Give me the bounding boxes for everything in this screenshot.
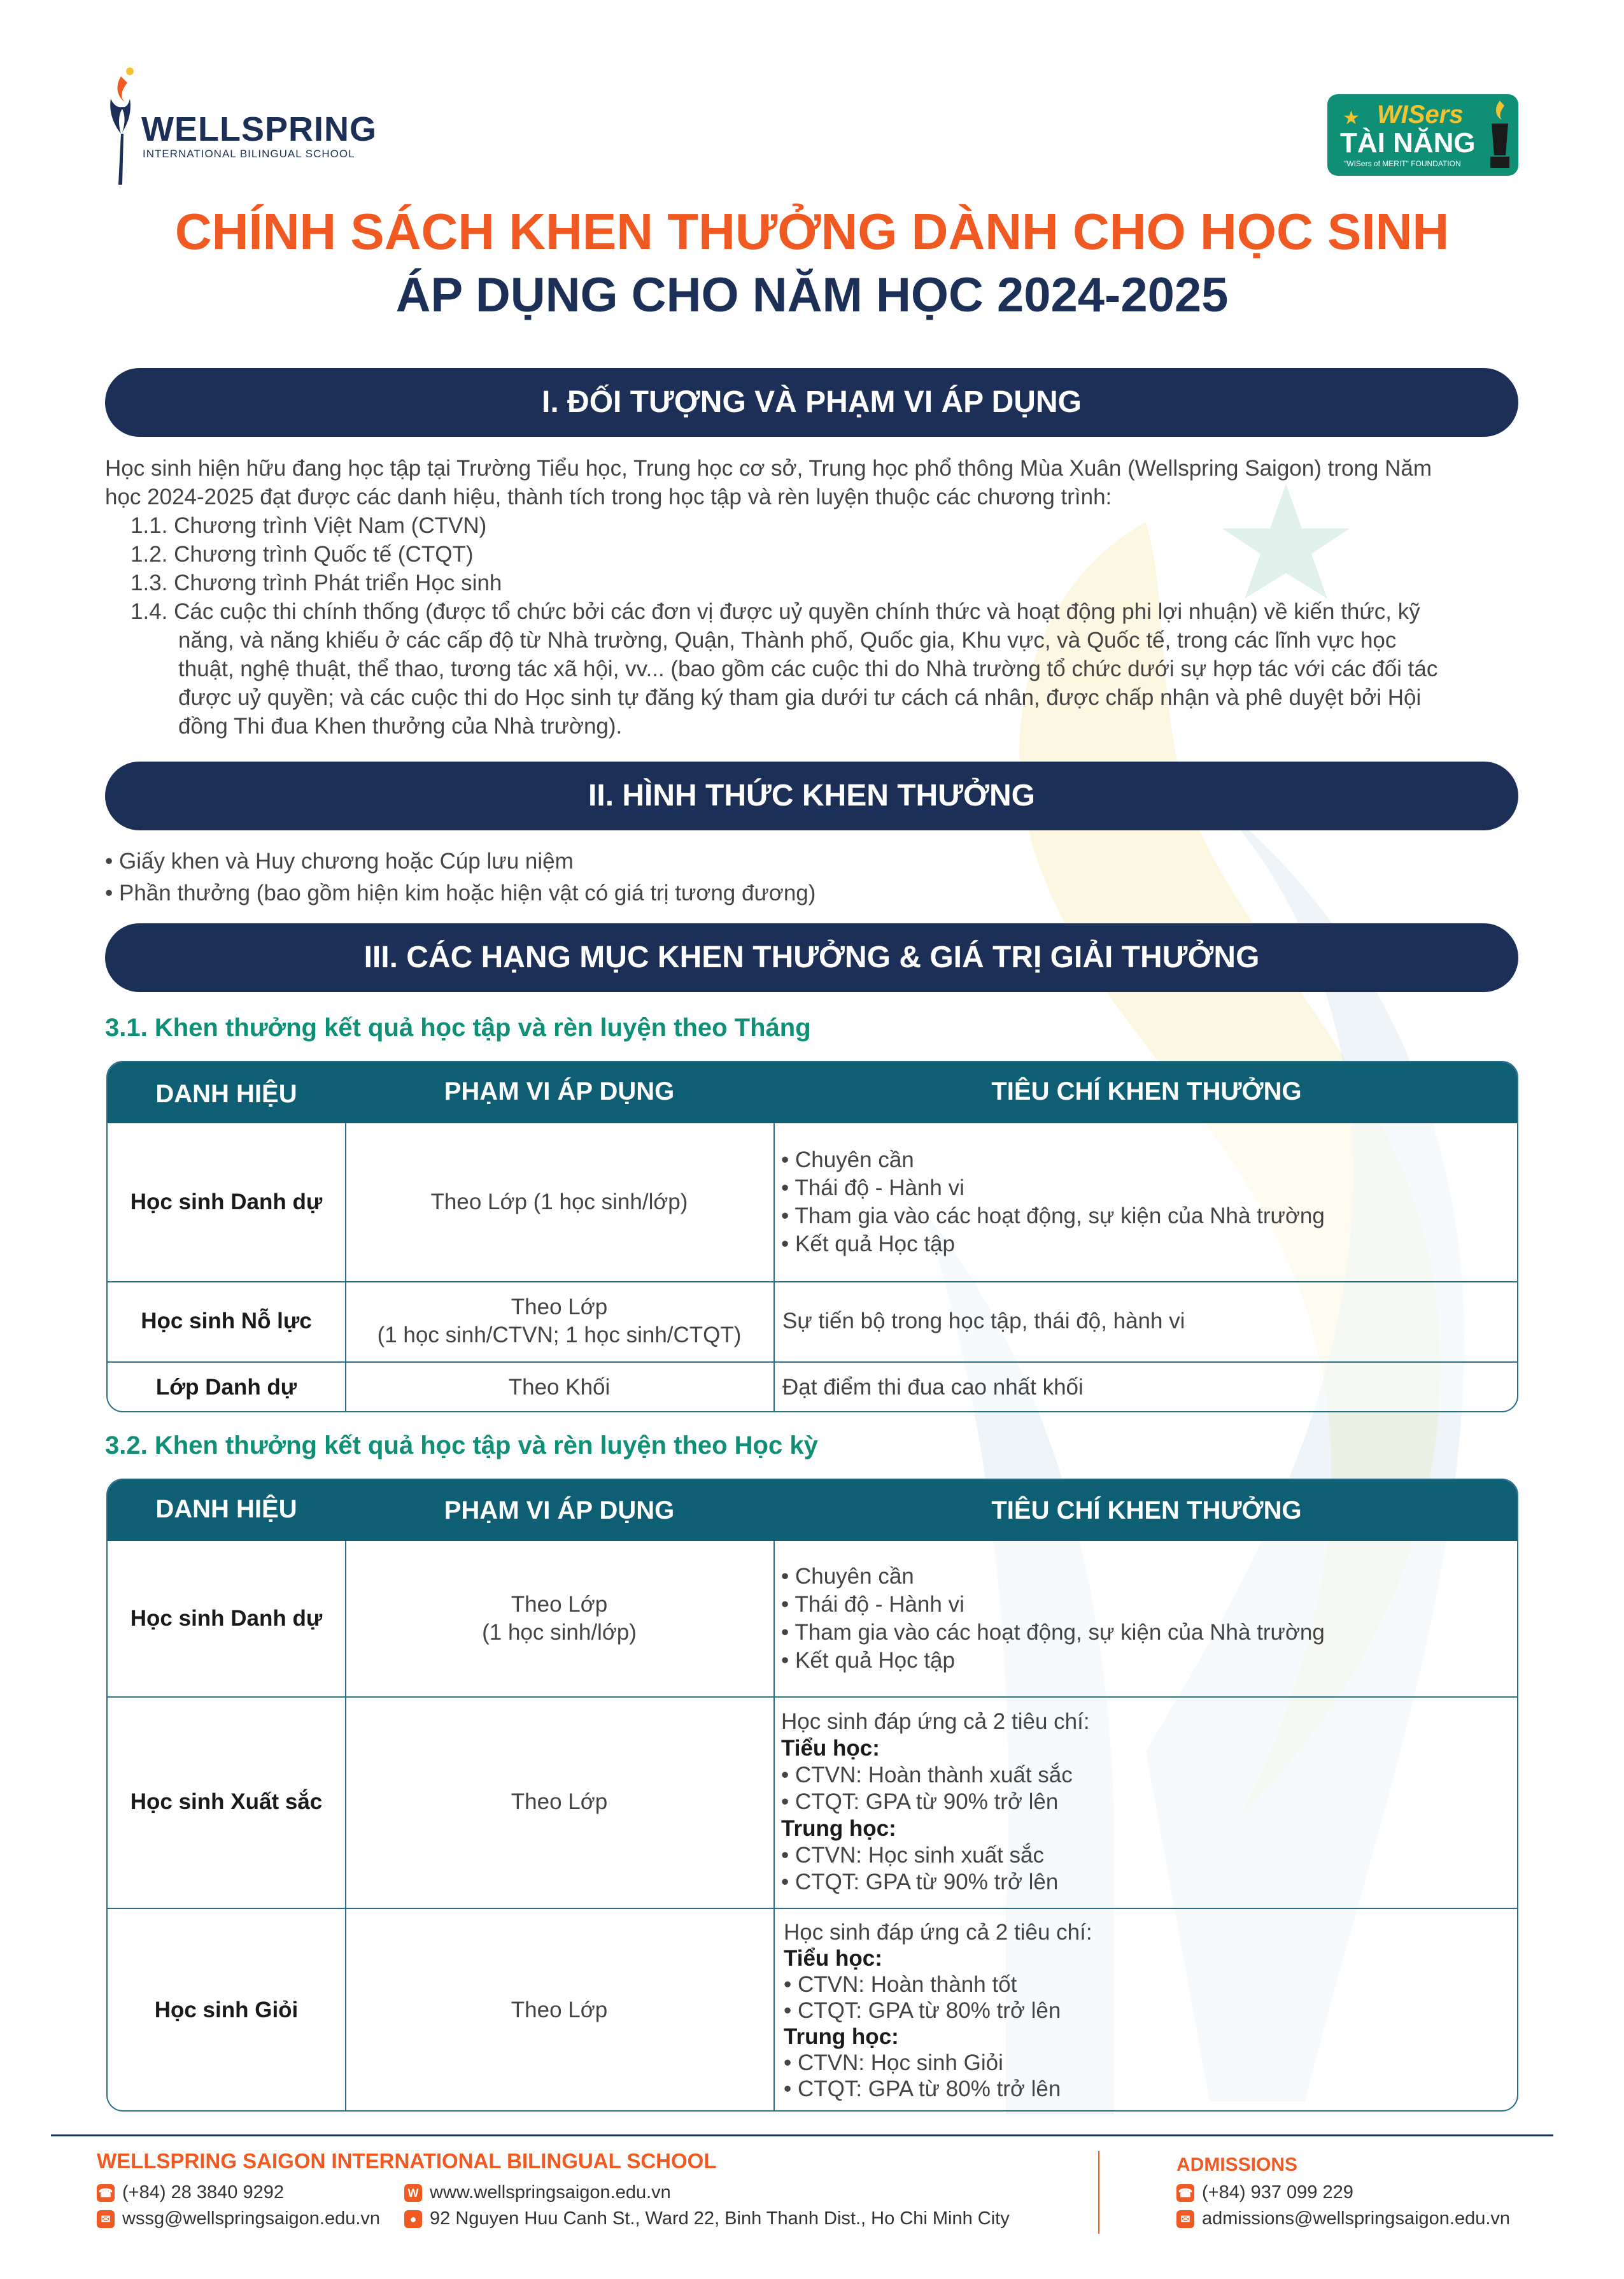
criteria-item: • Tham gia vào các hoạt động, sự kiện của Nhà trường <box>781 1620 1325 1645</box>
table-row-title: Học sinh Danh dự <box>130 1189 323 1214</box>
criteria-item: • CTVN: Học sinh Giỏi <box>784 2050 1003 2075</box>
column-header-title: DANH HIỆU <box>155 1080 297 1108</box>
footer-school-name: WELLSPRING SAIGON INTERNATIONAL BILINGUAL SCHOOL <box>97 2149 717 2173</box>
footer-website-text[interactable]: www.wellspringsaigon.edu.vn <box>430 2182 671 2203</box>
table-row-title: Học sinh Danh dự <box>130 1606 323 1631</box>
column-header-scope: PHẠM VI ÁP DỤNG <box>444 1077 675 1105</box>
section-1-item-4-line-1: 1.4. Các cuộc thi chính thống (được tổ chức bởi các đơn vị được uỷ quyền chính thức và hoạt động phi lợi nhuận) về kiến thức, kỹ <box>131 599 1420 624</box>
section-1-item-1: 1.1. Chương trình Việt Nam (CTVN) <box>131 513 487 538</box>
table-row-title: Học sinh Nỗ lực <box>141 1309 312 1333</box>
page-subtitle: ÁP DỤNG CHO NĂM HỌC 2024-2025 <box>395 268 1229 322</box>
torch-icon <box>102 64 140 191</box>
criteria-intro: Học sinh đáp ứng cả 2 tiêu chí: <box>784 1919 1092 1945</box>
criteria-intro: Học sinh đáp ứng cả 2 tiêu chí: <box>781 1709 1090 1734</box>
wisers-logo-line3: "WISers of MERIT" FOUNDATION <box>1344 159 1461 168</box>
wellspring-logo <box>102 64 376 191</box>
criteria-item: • CTVN: Hoàn thành xuất sắc <box>781 1763 1073 1787</box>
section-1-item-3: 1.3. Chương trình Phát triển Học sinh <box>131 571 502 595</box>
section-1-intro-line-2: học 2024-2025 đạt được các danh hiệu, thành tích trong học tập và rèn luyện thuộc các chương trình: <box>105 485 1112 509</box>
phone-icon: ☎ <box>1176 2184 1194 2202</box>
section-1-heading: I. ĐỐI TƯỢNG VÀ PHẠM VI ÁP DỤNG <box>105 368 1518 437</box>
phone-icon: ☎ <box>97 2184 115 2202</box>
page-title: CHÍNH SÁCH KHEN THƯỞNG DÀNH CHO HỌC SINH <box>174 203 1450 260</box>
section-3-heading: III. CÁC HẠNG MỤC KHEN THƯỞNG & GIÁ TRỊ GIẢI THƯỞNG <box>105 923 1518 992</box>
email-icon: ✉ <box>97 2210 115 2228</box>
criteria-primary-label: Tiểu học: <box>781 1736 880 1761</box>
web-icon: W <box>404 2184 422 2202</box>
table-row-criteria <box>773 1696 1518 1908</box>
criteria-secondary-label: Trung học: <box>784 2024 899 2049</box>
section-1-item-4-line-2: năng, và năng khiếu ở các cấp độ từ Nhà trường, Quận, Thành phố, Quốc gia, Khu vực, và Quốc tế, trong các lĩnh vực học <box>178 628 1397 653</box>
table-row-criteria: Sự tiến bộ trong học tập, thái độ, hành vi <box>782 1309 1185 1333</box>
footer-website[interactable] <box>404 2182 671 2203</box>
section-1-intro-line-1: Học sinh hiện hữu đang học tập tại Trường Tiểu học, Trung học cơ sở, Trung học phổ thông Mùa Xuân (Wellspring Saigon) trong Năm <box>105 456 1432 481</box>
star-icon: ★ <box>1343 108 1360 129</box>
table-row-criteria <box>773 1541 1518 1696</box>
criteria-item: • Chuyên cần <box>781 1564 914 1589</box>
criteria-item: • CTQT: GPA từ 80% trở lên <box>784 2076 1061 2101</box>
section-1-item-4-line-5: đồng Thi đua Khen thưởng của Nhà trường). <box>178 714 623 739</box>
logo-subtitle: INTERNATIONAL BILINGUAL SCHOOL <box>143 148 355 160</box>
footer-phone-text: (+84) 28 3840 9292 <box>122 2182 284 2203</box>
table-row-scope: Theo Lớp (1 học sinh/lớp) <box>430 1189 688 1214</box>
table-row-title: Học sinh Giỏi <box>154 1998 299 2022</box>
criteria-item: • CTQT: GPA từ 90% trở lên <box>781 1789 1059 1814</box>
footer-separator <box>1098 2151 1099 2234</box>
column-header-criteria: TIÊU CHÍ KHEN THƯỞNG <box>991 1496 1302 1524</box>
criteria-item: • Kết quả Học tập <box>781 1232 955 1256</box>
trophy-icon <box>1484 98 1516 172</box>
footer-address-text: 92 Nguyen Huu Canh St., Ward 22, Binh Thanh Dist., Ho Chi Minh City <box>430 2208 1010 2229</box>
footer-admissions-email[interactable] <box>1176 2208 1510 2229</box>
section-2-bullet-1: • Giấy khen và Huy chương hoặc Cúp lưu niệm <box>105 849 574 874</box>
table-row-scope <box>345 1541 773 1696</box>
table-row-title: Lớp Danh dự <box>155 1375 297 1400</box>
criteria-secondary-label: Trung học: <box>781 1816 896 1841</box>
column-header-title: DANH HIỆU <box>155 1495 297 1523</box>
section-1-item-2: 1.2. Chương trình Quốc tế (CTQT) <box>131 542 474 567</box>
table-row-scope: Theo Khối <box>508 1375 611 1400</box>
footer-admissions-label: ADMISSIONS <box>1176 2154 1298 2175</box>
footer-admissions-email-text[interactable]: admissions@wellspringsaigon.edu.vn <box>1202 2208 1511 2229</box>
email-icon: ✉ <box>1176 2210 1194 2228</box>
criteria-item: • Tham gia vào các hoạt động, sự kiện của Nhà trường <box>781 1203 1325 1228</box>
table-row-scope <box>345 1281 773 1361</box>
section-3-2-heading: 3.2. Khen thưởng kết quả học tập và rèn luyện theo Học kỳ <box>105 1431 818 1459</box>
semester-awards-table <box>106 1479 1518 2112</box>
footer-divider <box>51 2134 1553 2136</box>
criteria-item: • Thái độ - Hành vi <box>781 1592 964 1617</box>
footer-admissions-phone-text: (+84) 937 099 229 <box>1202 2182 1353 2203</box>
table-row-scope: Theo Lớp <box>511 1789 608 1814</box>
table-row-criteria <box>773 1908 1518 2112</box>
section-2-heading: II. HÌNH THỨC KHEN THƯỞNG <box>105 762 1518 830</box>
footer-email-text[interactable]: wssg@wellspringsaigon.edu.vn <box>122 2208 381 2229</box>
section-1-item-4-line-4: được uỷ quyền; và các cuộc thi do Học sinh tự đăng ký tham gia dưới tư cách cá nhân, được chấp nhận và phê duyệt bởi Hội <box>178 685 1422 710</box>
criteria-item: • Kết quả Học tập <box>781 1648 955 1673</box>
section-1-item-4-line-3: thuật, nghệ thuật, thể thao, tương tác xã hội, vv... (bao gồm các cuộc thi do Nhà trường tổ chức dưới sự hợp tác với các đối tác <box>178 657 1438 681</box>
scope-line: Theo Lớp <box>511 1592 608 1617</box>
table-row-scope: Theo Lớp <box>511 1998 608 2022</box>
criteria-item: • CTQT: GPA từ 80% trở lên <box>784 1998 1061 2023</box>
table-row-title: Học sinh Xuất sắc <box>130 1789 323 1814</box>
section-3-1-heading: 3.1. Khen thưởng kết quả học tập và rèn luyện theo Tháng <box>105 1014 811 1042</box>
section-2-bullet-2: • Phần thưởng (bao gồm hiện kim hoặc hiện vật có giá trị tương đương) <box>105 881 816 905</box>
scope-line: (1 học sinh/lớp) <box>482 1620 637 1645</box>
criteria-item: • Thái độ - Hành vi <box>781 1175 964 1200</box>
logo-brand-text: WELLSPRING <box>141 110 377 148</box>
table-row-criteria <box>773 1123 1518 1281</box>
monthly-awards-table <box>106 1061 1518 1412</box>
location-icon: ● <box>404 2210 422 2228</box>
footer-admissions-phone <box>1176 2182 1353 2203</box>
criteria-item: • CTVN: Hoàn thành tốt <box>784 1971 1017 1997</box>
wisers-logo-line2: TÀI NĂNG <box>1340 127 1476 159</box>
scope-line: Theo Lớp <box>511 1295 608 1319</box>
footer-address <box>404 2208 1010 2229</box>
wisers-logo-line1: WISers <box>1377 101 1464 129</box>
wisers-logo <box>1327 94 1518 176</box>
criteria-primary-label: Tiểu học: <box>784 1945 882 1971</box>
footer-email[interactable] <box>97 2208 380 2229</box>
criteria-item: • Chuyên cần <box>781 1147 914 1172</box>
column-header-scope: PHẠM VI ÁP DỤNG <box>444 1496 675 1524</box>
criteria-item: • CTVN: Học sinh xuất sắc <box>781 1843 1044 1868</box>
criteria-item: • CTQT: GPA từ 90% trở lên <box>781 1870 1059 1894</box>
footer-phone <box>97 2182 284 2203</box>
scope-line: (1 học sinh/CTVN; 1 học sinh/CTQT) <box>377 1323 742 1347</box>
column-header-criteria: TIÊU CHÍ KHEN THƯỞNG <box>991 1077 1302 1105</box>
table-row-criteria: Đạt điểm thi đua cao nhất khối <box>782 1375 1084 1400</box>
